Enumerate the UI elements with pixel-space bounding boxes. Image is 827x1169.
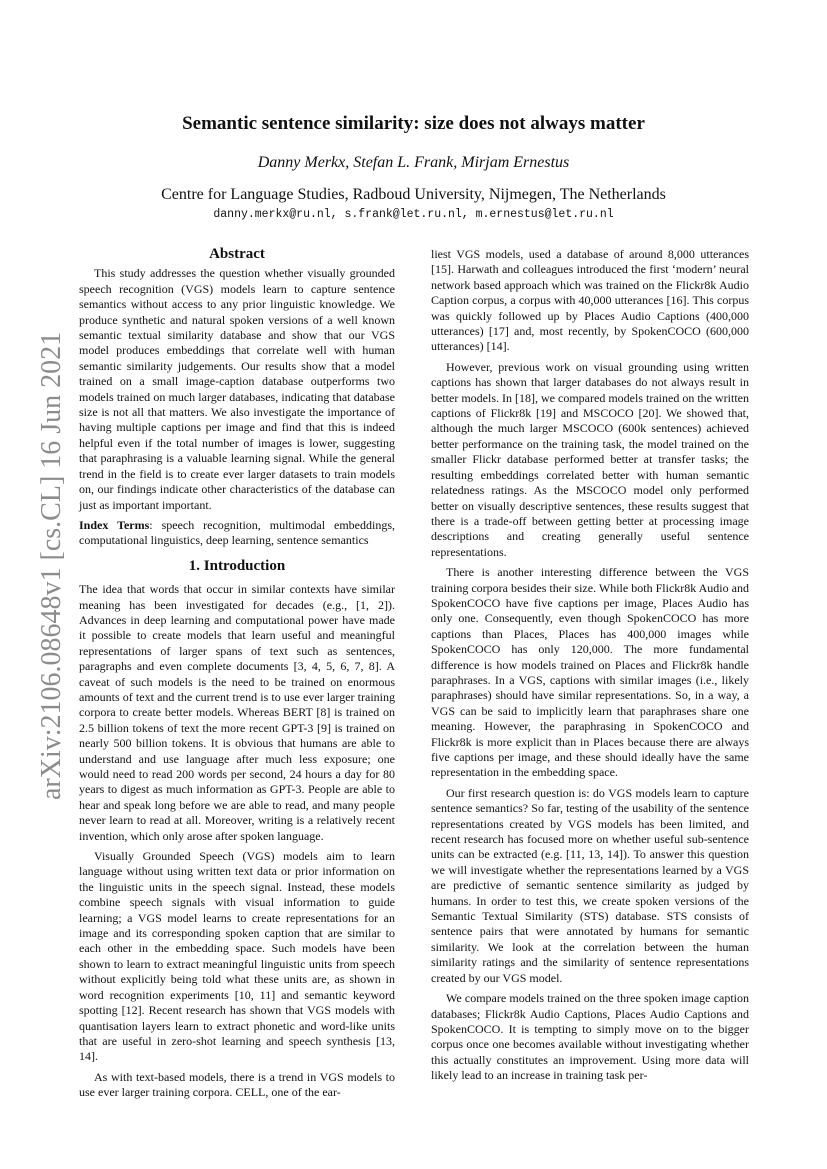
intro-paragraph: We compare models trained on the three spoken image caption databases; Flickr8k Audio Captions, Places Audio Captions and SpokenCOCO. It is tempting to simply move on to the bigger corpus once one becomes available without investigating whether this actually constitutes an improvement. Using more data will likely lead to an increase in training task per-: [431, 991, 749, 1083]
affiliation: Centre for Language Studies, Radboud University, Nijmegen, The Netherlands: [161, 186, 666, 203]
intro-paragraph: There is another interesting difference between the VGS training corpora besides their size. While both Flickr8k Audio and SpokenCOCO have five captions per image, Places Audio has only one. Consequently, even though SpokenCOCO has more captions than Places, Places has 400,000 images while SpokenCOCO has only 120,000. The more fundamental difference is how models trained on Places and Flickr8k handle paraphrases. In a VGS, captions with similar images (i.e., likely paraphrases) should have similar representations. So, in a way, a VGS can be said to implicitly learn that paraphrases share one meaning. However, the paraphrasing in SpokenCOCO and Flickr8k is more explicit than in Places because there are always five captions per image, and these should ideally have the same representation in the embedding space.: [431, 565, 749, 780]
intro-paragraph: liest VGS models, used a database of around 8,000 utterances [15]. Harwath and colleagues introduced the first ‘modern’ neural network based approach which was trained on the Flickr8k Audio Caption corpus, a corpus with 40,000 utterances [16]. This corpus was quickly followed up by Places Audio Captions (400,000 utterances) [17] and, most recently, by SpokenCOCO (600,000 utterances) [14].: [431, 247, 749, 354]
abstract-heading: Abstract: [209, 246, 265, 262]
intro-paragraph: Visually Grounded Speech (VGS) models aim to learn language without using written text data or prior information on the linguistic units in the speech signal. Instead, these models combine speech signals with visual information to guide learning; a VGS model learns to create representations for an image and its corresponding spoken caption that are similar to each other in the embedding space. Such models have been shown to learn to extract meaningful linguistic units from speech without explicitly being told what these units are, as shown in word recognition experiments [10, 11] and semantic keyword spotting [12]. Recent research has shown that VGS models with quantisation layers learn to extract phonetic and word-like units that are useful in zero-shot learning and speech synthesis [13, 14].: [79, 849, 395, 1064]
intro-paragraph: However, previous work on visual grounding using written captions has shown that larger databases do not always result in better models. In [18], we compared models trained on the written captions of Flickr8k [19] and MSCOCO [20]. We showed that, although the much larger MSCOCO (600k sentences) achieved better performance on the training task, the model trained on the smaller Flickr database performed better at transfer tasks; the resulting embeddings correlated better with human semantic relatedness ratings. As the MSCOCO model only performed better on visually descriptive sentences, these results suggest that there is a trade-off between getting better at processing image descriptions and creating generally useful sentence representations.: [431, 359, 749, 559]
index-terms: [79, 518, 395, 549]
author-list: Danny Merkx, Stefan L. Frank, Mirjam Ernestus: [257, 154, 570, 171]
index-terms-label: Index Terms: [79, 517, 150, 532]
index-terms-text: : speech recognition, multimodal embeddings, computational linguistics, deep learning, sentence semantics: [79, 517, 395, 548]
right-column: [431, 247, 749, 1084]
arxiv-identifier: arXiv:2106.08648v1 [cs.CL] 16 Jun 2021: [36, 331, 67, 800]
abstract-text: This study addresses the question whether visually grounded speech recognition (VGS) models learn to capture sentence semantics without access to any prior linguistic knowledge. We produce synthetic and natural spoken versions of a well known semantic textual similarity database and show that our VGS model produces embeddings that correlate well with human semantic similarity judgements. Our results show that a model trained on a small image-caption database outperforms two models trained on much larger databases, indicating that database size is not all that matters. We also investigate the importance of having multiple captions per image and find that this is indeed helpful even if the total number of images is lower, suggesting that paraphrasing is a valuable learning signal. While the general trend in the field is to create ever larger datasets to train models on, our findings indicate other characteristics of the database can just as important important.: [79, 266, 395, 512]
introduction-heading: 1. Introduction: [188, 557, 286, 574]
left-column: [79, 247, 395, 1101]
paper-title: Semantic sentence similarity: size does not always matter: [182, 113, 645, 134]
intro-paragraph: As with text-based models, there is a trend in VGS models to use ever larger training corpora. CELL, one of the ear-: [79, 1069, 395, 1100]
intro-paragraph: The idea that words that occur in similar contexts have similar meaning has been investigated for decades (e.g., [1, 2]). Advances in deep learning and computational power have made it possible to create models that learn useful and meaningful representations of larger spans of text such as sentences, paragraphs and even complete documents [3, 4, 5, 6, 7, 8]. A caveat of such models is the need to be trained on enormous amounts of text and the current trend is to use ever larger training corpora to create better models. Whereas BERT [8] is trained on 2.5 billion tokens of text the more recent GPT-3 [9] is trained on nearly 500 billion tokens. It is obvious that humans are able to understand and use language after much less exposure; one would need to read 200 words per second, 24 hours a day for 80 years to digest as much information as GPT-3. People are able to hear and speak long before we are able to read, and many people never learn to read at all. Moreover, writing is a relatively recent invention, which only arose after spoken language.: [79, 582, 395, 843]
intro-paragraph: Our first research question is: do VGS models learn to capture sentence semantics? So far, testing of the usability of the sentence representations created by VGS models has been limited, and recent research has focused more on whether useful sub-sentence units can be extracted (e.g. [11, 13, 14]). To answer this question we will investigate whether the representations learned by a VGS are predictive of semantic sentence similarity as judged by humans. In order to test this, we create spoken versions of the Semantic Textual Similarity (STS) database. STS consists of sentence pairs that were annotated by humans for semantic similarity. We look at the correlation between the human similarity ratings and the similarity of sentence representations created by our VGS model.: [431, 785, 749, 985]
author-emails: danny.merkx@ru.nl, s.frank@let.ru.nl, m.ernestus@let.ru.nl: [213, 208, 614, 221]
